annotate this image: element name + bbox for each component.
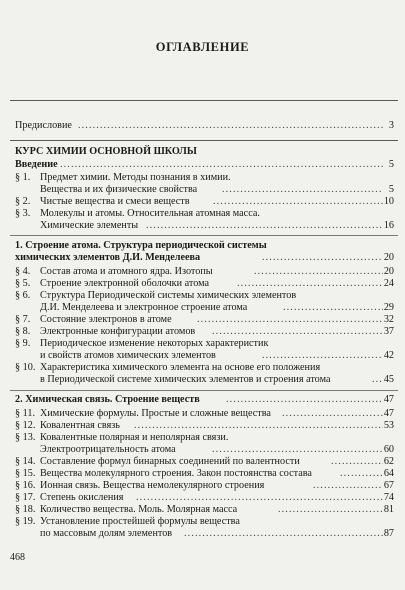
entry-page: 20: [383, 266, 394, 277]
leader-dots: [226, 394, 383, 406]
leader-dots: [197, 314, 383, 326]
entry-number: § 18.: [15, 504, 36, 515]
toc-entry: [0, 338, 405, 350]
toc-entry-cont: [0, 350, 405, 362]
toc-entry: [0, 362, 405, 374]
entry-page: 81: [383, 504, 394, 515]
entry-text: Предисловие: [15, 120, 72, 131]
entry-text: Вещества молекулярного строения. Закон постоянства состава: [40, 468, 312, 479]
leader-dots: [212, 326, 383, 338]
leader-dots: [134, 420, 383, 432]
toc-entry: [0, 290, 405, 302]
toc-entry-cont: [0, 220, 405, 232]
entry-page: 5: [388, 184, 394, 195]
leader-dots: [146, 220, 383, 232]
entry-number: § 1.: [15, 172, 31, 183]
toc-entry-cont: [0, 374, 405, 386]
toc-entry-intro: [0, 159, 405, 171]
chapter-title: 2. Химическая связь. Строение веществ ..... 47: [0, 394, 405, 406]
entry-number: § 7.: [15, 314, 31, 325]
entry-number: § 9.: [15, 338, 31, 349]
entry-number: § 2.: [15, 196, 31, 207]
leader-dots: [340, 468, 383, 480]
entry-text: Д.И. Менделеева и электронное строение атома: [40, 302, 248, 313]
leader-dots: [136, 492, 383, 504]
entry-text: Степень окисления: [40, 492, 124, 503]
entry-page: 60: [383, 444, 394, 455]
entry-number: § 19.: [15, 516, 36, 527]
entry-page: 53: [383, 420, 394, 431]
leader-dots: [278, 504, 383, 516]
entry-text: Химические элементы: [40, 220, 139, 231]
entry-page: 74: [383, 492, 394, 503]
leader-dots: [254, 266, 383, 278]
leader-dots: [262, 350, 383, 362]
entry-page: 47: [383, 408, 394, 419]
entry-text: и свойств атомов химических элементов: [40, 350, 216, 361]
entry-text: Молекулы и атомы. Относительная атомная масса.: [40, 208, 260, 219]
entry-page: 20: [383, 252, 394, 263]
entry-page: 62: [383, 456, 394, 467]
leader-dots: [262, 252, 383, 264]
toc-entry: [0, 408, 405, 420]
leader-dots: [283, 302, 383, 314]
entry-text: по массовым долям элементов: [40, 528, 173, 539]
entry-text: Химические формулы. Простые и сложные вещества: [40, 408, 271, 419]
toc-entry: [0, 208, 405, 220]
toc-entry: [0, 468, 405, 480]
toc-entry: [0, 326, 405, 338]
toc-entry: [0, 504, 405, 516]
toc-entry: [0, 420, 405, 432]
divider: [10, 140, 398, 141]
entry-page: 87: [383, 528, 394, 539]
leader-dots: [184, 528, 383, 540]
entry-page: 10: [383, 196, 394, 207]
entry-text: Строение электронной оболочки атома: [40, 278, 210, 289]
page-title: ОГЛАВЛЕНИЕ: [155, 40, 250, 54]
toc-entry: [0, 314, 405, 326]
leader-dots: [222, 184, 383, 196]
toc-entry: [0, 172, 405, 184]
entry-text: Введение: [15, 159, 58, 170]
entry-number: § 13.: [15, 432, 36, 443]
toc-entry: [0, 196, 405, 208]
entry-text: Чистые вещества и смеси веществ: [40, 196, 190, 207]
entry-text: Установление простейшей формулы вещества: [40, 516, 240, 527]
toc-entry-cont: [0, 184, 405, 196]
toc-entry: [0, 432, 405, 444]
entry-page: 3: [388, 120, 394, 131]
entry-number: § 10.: [15, 362, 36, 373]
toc-entry: [0, 456, 405, 468]
entry-page: 42: [383, 350, 394, 361]
entry-page: 45: [383, 374, 394, 385]
toc-entry-cont: [0, 528, 405, 540]
leader-dots: [212, 444, 383, 456]
entry-number: § 6.: [15, 290, 31, 301]
leader-dots: [213, 196, 383, 208]
toc-entry-cont: [0, 302, 405, 314]
entry-number: § 3.: [15, 208, 31, 219]
entry-page: 37: [383, 326, 394, 337]
entry-page: 47: [383, 394, 394, 405]
toc-entry-preface: [0, 120, 405, 132]
entry-text: Ионная связь. Вещества немолекулярного строения: [40, 480, 265, 491]
entry-text: Ковалентные полярная и неполярная связи.: [40, 432, 229, 443]
leader-dots: [282, 408, 383, 420]
entry-text: Структура Периодической системы химических элементов: [40, 290, 297, 301]
leader-dots: [372, 374, 383, 386]
leader-dots: [78, 120, 383, 132]
toc-entry: [0, 480, 405, 492]
toc-entry-cont: [0, 444, 405, 456]
entry-page: 24: [383, 278, 394, 289]
entry-text: Количество вещества. Моль. Молярная масса: [40, 504, 238, 515]
toc-entry: [0, 492, 405, 504]
divider: [10, 235, 398, 236]
entry-text: Периодическое изменение некоторых характеристик: [40, 338, 269, 349]
entry-text: Характеристика химического элемента на основе его положения: [40, 362, 321, 373]
toc-entry: [0, 266, 405, 278]
leader-dots: [237, 278, 383, 290]
chapter-title-cont: химических элементов Д.И. Менделеева ..... 20: [0, 252, 405, 264]
entry-text: Вещества и их физические свойства: [40, 184, 198, 195]
entry-number: § 12.: [15, 420, 36, 431]
entry-page: 64: [383, 468, 394, 479]
entry-text: Ковалентная связь: [40, 420, 120, 431]
entry-number: § 8.: [15, 326, 31, 337]
leader-dots: [60, 159, 383, 171]
entry-text: Предмет химии. Методы познания в химии.: [40, 172, 231, 183]
entry-text: Составление формул бинарных соединений по валентности: [40, 456, 300, 467]
entry-number: § 14.: [15, 456, 36, 467]
toc-entry: [0, 278, 405, 290]
entry-text: Состав атома и атомного ядра. Изотопы: [40, 266, 213, 277]
leader-dots: [331, 456, 383, 468]
entry-number: § 5.: [15, 278, 31, 289]
entry-text: Электроотрицательность атома: [40, 444, 176, 455]
entry-text: Состояние электронов в атоме: [40, 314, 172, 325]
entry-page: 67: [383, 480, 394, 491]
entry-page: 32: [383, 314, 394, 325]
toc-entry: [0, 516, 405, 528]
chapter-title: 1. Строение атома. Структура периодической системы: [15, 240, 267, 251]
entry-page: 16: [383, 220, 394, 231]
course-title: КУРС ХИМИИ ОСНОВНОЙ ШКОЛЫ: [15, 146, 197, 157]
divider: [10, 100, 398, 101]
entry-text: в Периодической системе химических элементов и строения атома: [40, 374, 331, 385]
divider: [10, 390, 398, 391]
entry-number: § 15.: [15, 468, 36, 479]
entry-number: § 4.: [15, 266, 31, 277]
entry-number: § 11.: [15, 408, 35, 419]
entry-page: 5: [388, 159, 394, 170]
entry-number: § 16.: [15, 480, 36, 491]
entry-page: 29: [383, 302, 394, 313]
entry-text: Электронные конфигурации атомов: [40, 326, 196, 337]
entry-number: § 17.: [15, 492, 36, 503]
leader-dots: [313, 480, 383, 492]
page-number: 468: [10, 552, 25, 563]
